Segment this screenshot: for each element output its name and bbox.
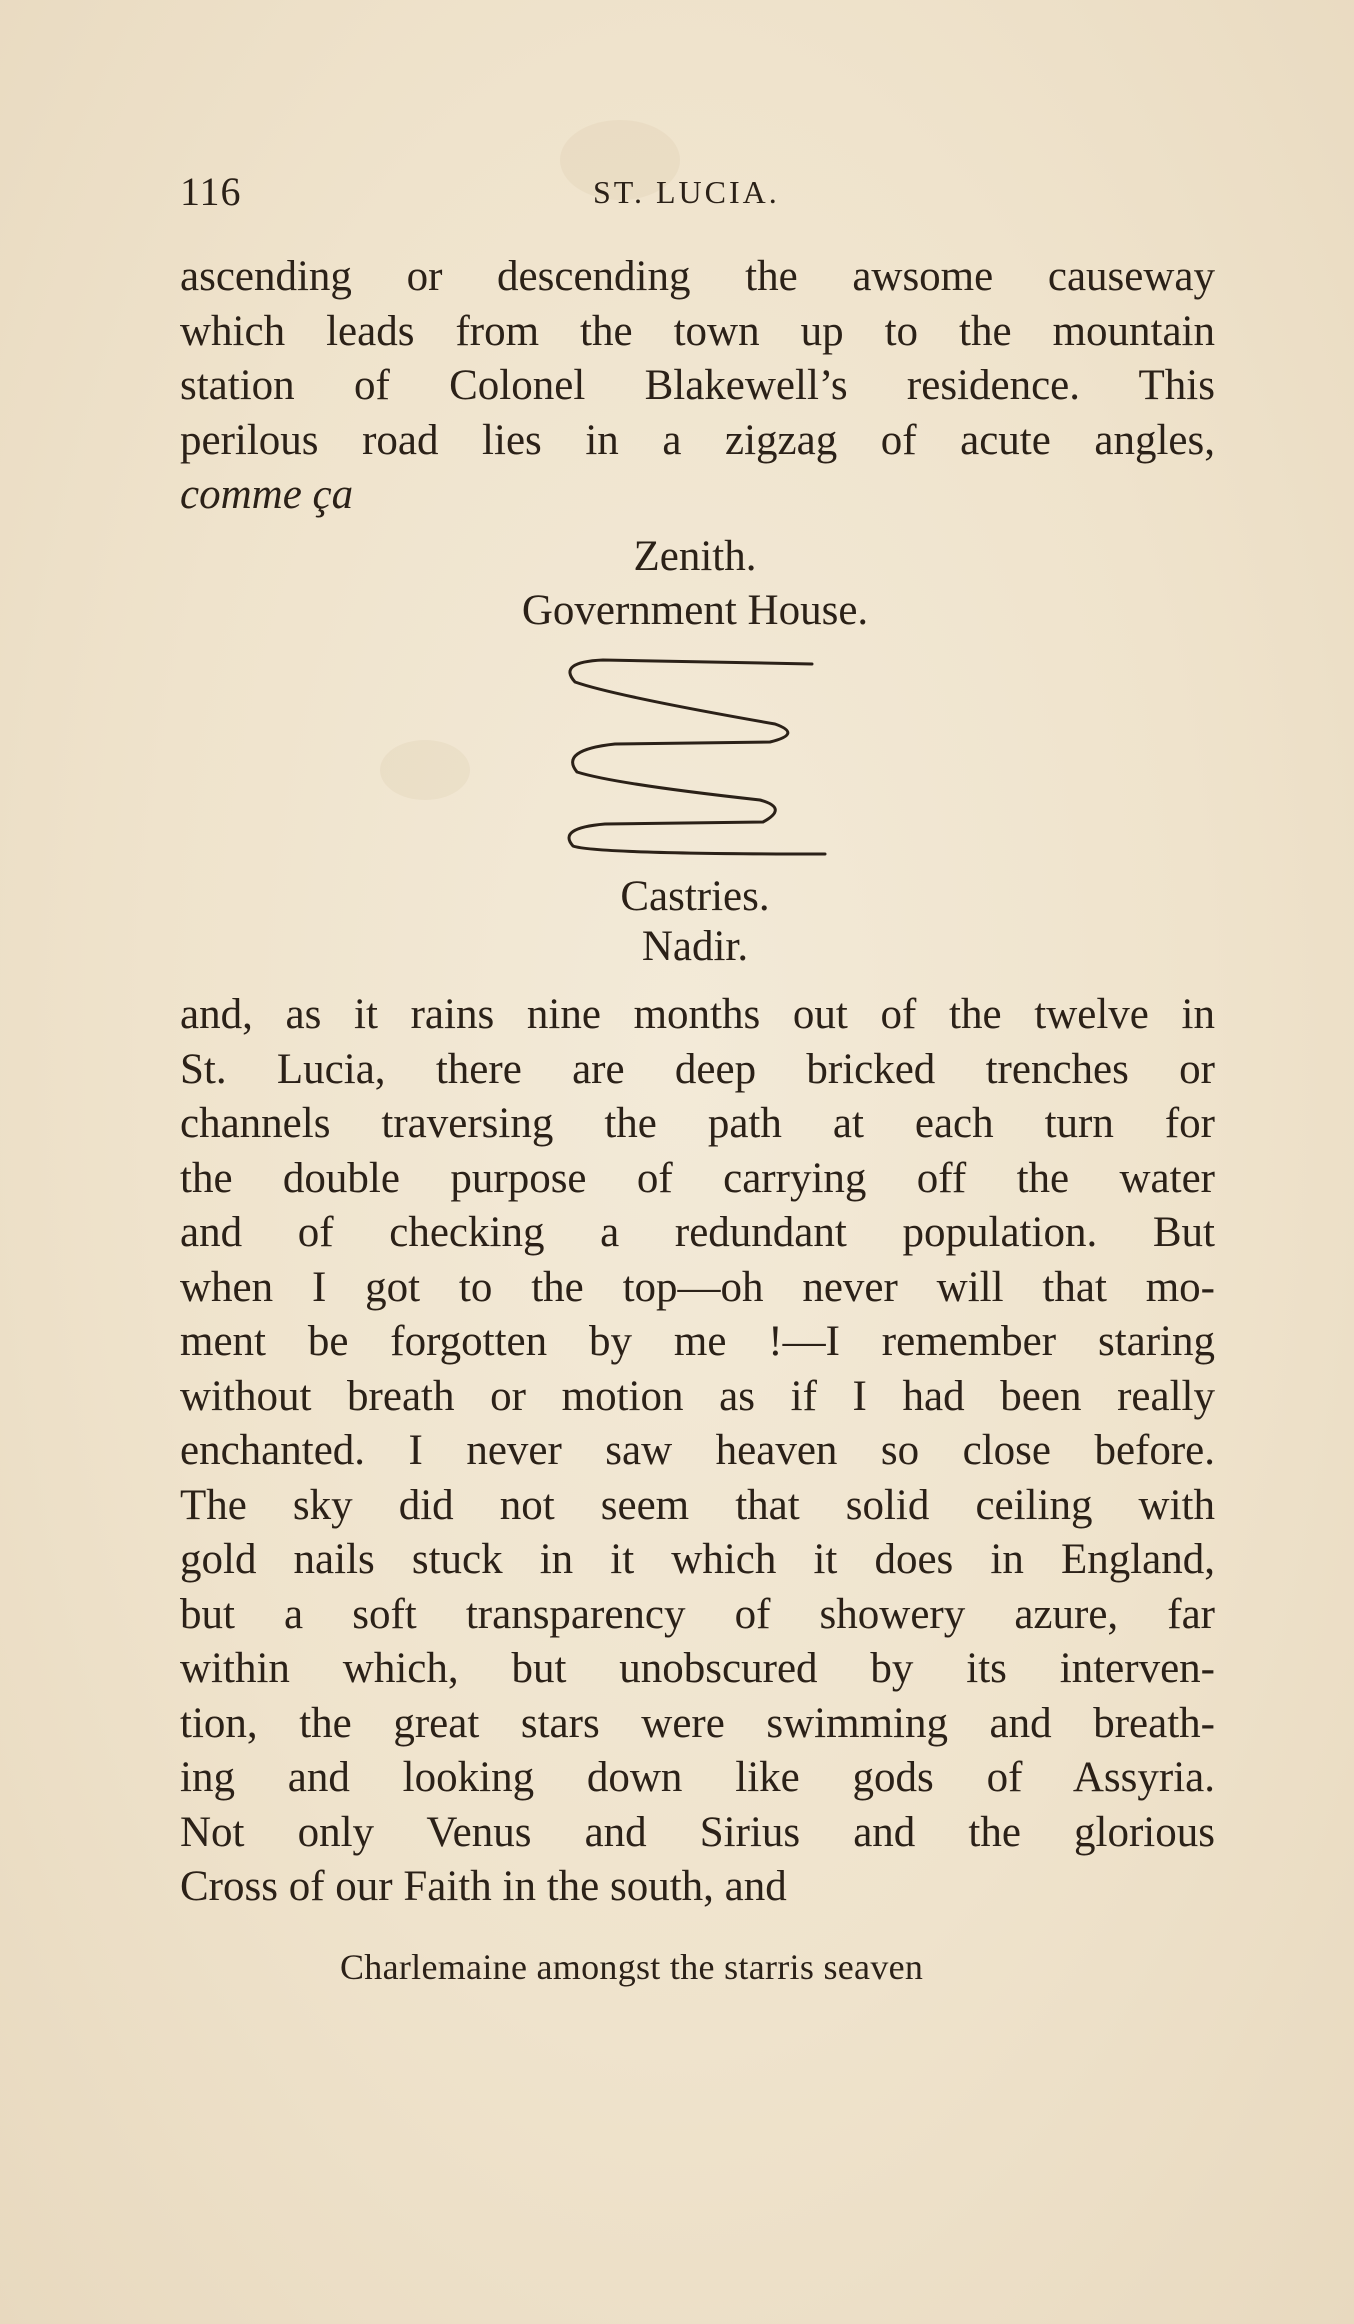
text-line: gold nails stuck in it which it does in England, xyxy=(180,1536,1215,1583)
text-line: which leads from the town up to the mountain xyxy=(180,307,1215,355)
text-line: enchanted. I never saw heaven so close before. xyxy=(180,1427,1215,1474)
castries-label: Castries. xyxy=(620,873,770,920)
text-line: but a soft transparency of showery azure, far xyxy=(180,1590,1215,1638)
text-line: when I got to the top—oh never will that mo- xyxy=(180,1263,1215,1311)
text-line: and, as it rains nine months out of the twelve in xyxy=(180,991,1215,1038)
text-line: the double purpose of carrying off the water xyxy=(180,1154,1215,1202)
text-line: St. Lucia, there are deep bricked trenches or xyxy=(180,1045,1215,1093)
text-line: within which, but unobscured by its interven- xyxy=(180,1645,1215,1692)
paragraph-1 xyxy=(180,250,1215,523)
text-line: Cross of our Faith in the south, and xyxy=(180,1863,787,1910)
zigzag-road-diagram xyxy=(555,650,835,860)
text-line: tion, the great stars were swimming and breath- xyxy=(180,1699,1215,1747)
running-head: ST. LUCIA. xyxy=(593,174,780,210)
text-line: station of Colonel Blakewell’s residence. This xyxy=(180,362,1215,409)
text-line: and of checking a redundant population. But xyxy=(180,1209,1215,1256)
paper-stain xyxy=(380,740,470,800)
text-line: perilous road lies in a zigzag of acute angles, xyxy=(180,416,1215,464)
italic-phrase: comme ça xyxy=(180,471,354,518)
text-line: ascending or descending the awsome causeway xyxy=(180,253,1215,300)
text-line: ment be forgotten by me !—I remember staring xyxy=(180,1318,1215,1365)
government-house-label: Government House. xyxy=(521,587,869,634)
text-line: without breath or motion as if I had been really xyxy=(180,1372,1215,1420)
paragraph-2 xyxy=(180,988,1215,1915)
text-line: ing and looking down like gods of Assyria. xyxy=(180,1754,1215,1801)
zigzag-road-path xyxy=(569,660,825,854)
nadir-label: Nadir. xyxy=(641,923,749,970)
text-line: Not only Venus and Sirius and the glorious xyxy=(180,1808,1215,1856)
zenith-label: Zenith. xyxy=(633,533,757,580)
page-number: 116 xyxy=(180,169,242,214)
page-header xyxy=(180,168,1220,218)
text-line: channels traversing the path at each turn for xyxy=(180,1100,1215,1147)
text-line: The sky did not seem that solid ceiling with xyxy=(180,1481,1215,1529)
verse-quotation: Charlemaine amongst the starris seaven xyxy=(340,1947,924,1987)
